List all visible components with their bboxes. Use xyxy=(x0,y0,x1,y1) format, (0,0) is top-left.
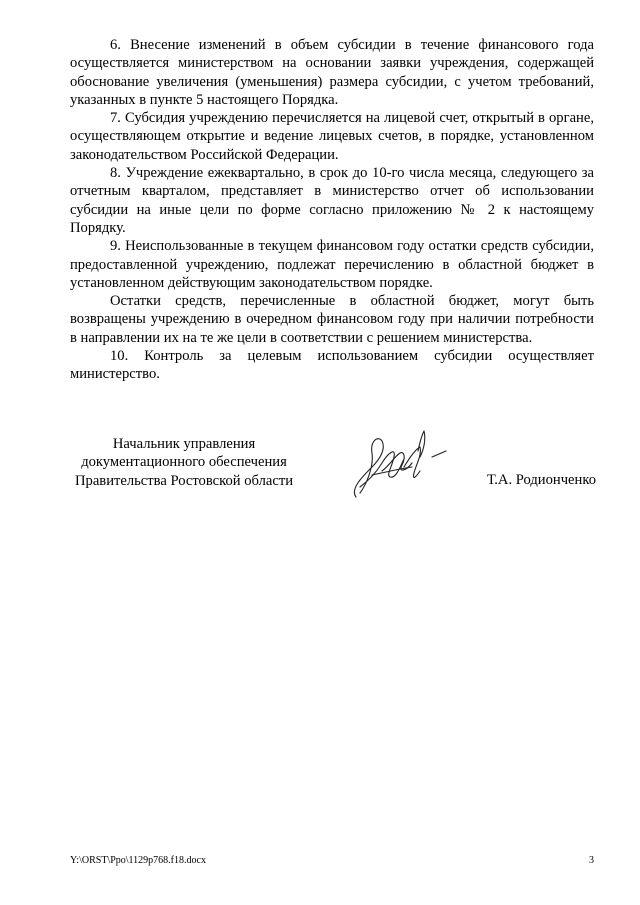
signatory-position-line: Правительства Ростовской области xyxy=(74,472,294,489)
signatory-name: Т.А. Родионченко xyxy=(486,472,596,488)
document-body xyxy=(70,36,594,384)
footer-file-path: Y:\ORST\Ppo\1129p768.f18.docx xyxy=(70,855,206,866)
signatory-position-line: документационного обеспечения xyxy=(81,454,287,471)
signature-block xyxy=(60,435,596,515)
paragraph-balance-return: Остатки средств, перечисленные в областной бюджет, могут быть возвращены учреждению в очередном финансовом году при наличии потребности в направлении их на те же цели в соответствии с решением министерства. xyxy=(70,293,594,346)
paragraph-item-7: 7. Субсидия учреждению перечисляется на лицевой счет, открытый в органе, осуществляющем открытие и ведение лицевых счетов, в порядке, установленном законодательством Российской Федерации. xyxy=(70,110,594,163)
paragraph-item-9: 9. Неиспользованные в текущем финансовом году остатки средств субсидии, предоставленной учреждению, подлежат перечислению в областной бюджет в установленном действующим законодательством порядке. xyxy=(70,238,594,291)
handwritten-signature xyxy=(342,427,452,507)
page-number: 3 xyxy=(589,855,594,866)
signatory-position-line: Начальник управления xyxy=(112,436,256,452)
signatory-position xyxy=(70,435,298,490)
paragraph-item-10: 10. Контроль за целевым использованием субсидии осуществляет министерство. xyxy=(70,348,594,383)
paragraph-item-6: 6. Внесение изменений в объем субсидии в течение финансового года осуществляется министерством на основании заявки учреждения, содержащей обоснование увеличения (уменьшения) размера субсидии, с учетом требований, указанных в пункте 5 настоящего Порядка. xyxy=(70,37,594,108)
paragraph-item-8: 8. Учреждение ежеквартально, в срок до 10-го числа месяца, следующего за отчетным кварталом, представляет в министерство отчет об использовании субсидии на иные цели по форме согласно приложению № 2 к настоящему Порядку. xyxy=(70,165,594,236)
